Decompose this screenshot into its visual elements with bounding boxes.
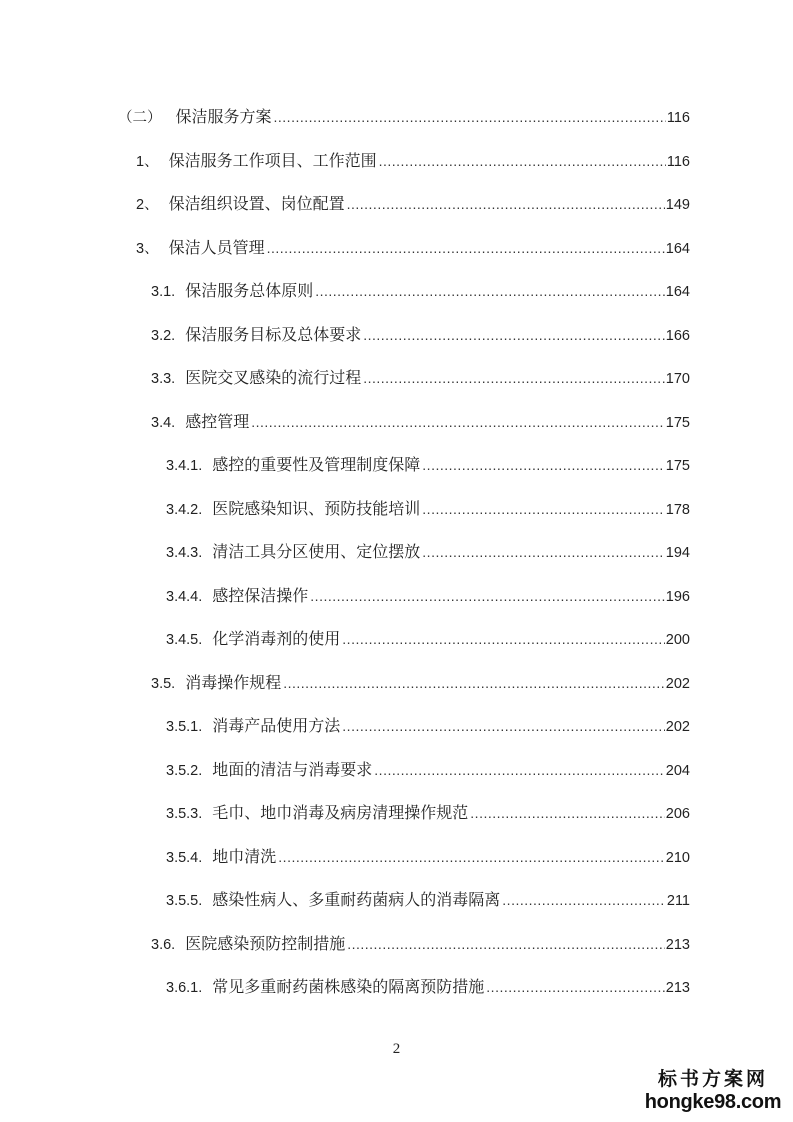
toc-page: 196: [665, 589, 690, 605]
toc-entry[interactable]: [166, 497, 690, 521]
toc-entry[interactable]: [151, 279, 690, 303]
toc-title: 保洁服务工作项目、工作范围: [168, 151, 377, 170]
toc-page: 213: [665, 980, 690, 996]
toc-entry[interactable]: [166, 714, 690, 738]
toc-title: 清洁工具分区使用、定位摆放: [212, 542, 421, 561]
toc-title: 感控保洁操作: [212, 586, 309, 605]
toc-page: 194: [665, 545, 690, 561]
toc-leader: [363, 366, 665, 390]
toc-title: 消毒操作规程: [185, 673, 282, 692]
toc-entry[interactable]: [151, 323, 690, 347]
toc-leader: [486, 975, 665, 999]
toc-title: 医院感染知识、预防技能培训: [212, 499, 421, 518]
toc-entry[interactable]: [118, 105, 690, 129]
toc-number: 3.6.: [151, 937, 176, 953]
toc-page: 164: [665, 241, 690, 257]
toc-page: 178: [665, 502, 690, 518]
toc-number: 3.4.4.: [166, 589, 203, 605]
toc-entry[interactable]: [166, 627, 690, 651]
toc-title: 保洁人员管理: [168, 238, 265, 257]
toc-page: 164: [665, 284, 690, 300]
toc-leader: [502, 888, 666, 912]
toc-number: 3、: [136, 241, 159, 257]
toc-number: 3.3.: [151, 371, 176, 387]
toc-entry[interactable]: [166, 888, 690, 912]
toc-leader: [267, 236, 665, 260]
toc-entry[interactable]: [136, 149, 690, 173]
toc-title: 化学消毒剂的使用: [212, 629, 341, 648]
page-number: 2: [392, 1041, 401, 1057]
toc-page: 211: [666, 893, 690, 909]
toc-leader: [347, 932, 665, 956]
toc-entry[interactable]: [166, 584, 690, 608]
toc-entry[interactable]: [136, 192, 690, 216]
toc-number: （二）: [118, 110, 162, 126]
toc-title: 保洁服务总体原则: [185, 281, 314, 300]
toc-leader: [422, 453, 665, 477]
toc-leader: [347, 192, 665, 216]
toc-number: 3.5.: [151, 676, 176, 692]
toc-number: 3.4.1.: [166, 458, 203, 474]
toc-page: 202: [665, 676, 690, 692]
toc-entry[interactable]: [151, 410, 690, 434]
toc-title: 感控的重要性及管理制度保障: [212, 455, 421, 474]
toc-page: 206: [665, 806, 690, 822]
toc-leader: [422, 497, 665, 521]
toc-number: 3.4.5.: [166, 632, 203, 648]
toc-title: 感控管理: [185, 412, 250, 431]
toc-entry[interactable]: [166, 540, 690, 564]
toc-title: 消毒产品使用方法: [212, 716, 341, 735]
toc-title: 地巾清洗: [212, 847, 277, 866]
toc-leader: [283, 671, 665, 695]
toc-leader: [363, 323, 665, 347]
toc-entry[interactable]: [166, 975, 690, 999]
toc-title: 医院交叉感染的流行过程: [185, 368, 362, 387]
toc-title: 医院感染预防控制措施: [185, 934, 346, 953]
watermark-title: 标书方案网: [657, 1068, 768, 1090]
toc-entry[interactable]: [166, 758, 690, 782]
toc-page: 149: [665, 197, 690, 213]
toc-title: 感染性病人、多重耐药菌病人的消毒隔离: [212, 890, 501, 909]
toc-page: 175: [665, 458, 690, 474]
toc-number: 3.5.5.: [166, 893, 203, 909]
toc-entry[interactable]: [166, 845, 690, 869]
toc-number: 2、: [136, 197, 159, 213]
toc-page: 170: [665, 371, 690, 387]
toc-number: 3.5.2.: [166, 763, 203, 779]
toc-leader: [251, 410, 665, 434]
toc-title: 常见多重耐药菌株感染的隔离预防措施: [212, 977, 485, 996]
toc-page: 210: [665, 850, 690, 866]
toc-leader: [274, 105, 666, 129]
toc-number: 1、: [136, 154, 159, 170]
toc-entry[interactable]: [166, 453, 690, 477]
toc-number: 3.6.1.: [166, 980, 203, 996]
toc-number: 3.4.3.: [166, 545, 203, 561]
watermark-url: hongke98.com: [644, 1091, 782, 1113]
toc-entry[interactable]: [136, 236, 690, 260]
toc-page: 202: [665, 719, 690, 735]
toc-title: 保洁服务方案: [175, 107, 272, 126]
toc-leader: [374, 758, 665, 782]
toc-entry[interactable]: [151, 366, 690, 390]
toc-leader: [315, 279, 665, 303]
toc-number: 3.5.4.: [166, 850, 203, 866]
toc-leader: [342, 627, 665, 651]
toc-number: 3.4.2.: [166, 502, 203, 518]
watermark-logo: [643, 1068, 783, 1114]
toc-leader: [310, 584, 665, 608]
toc-page: 213: [665, 937, 690, 953]
toc-page: 166: [665, 328, 690, 344]
toc-leader: [342, 714, 665, 738]
toc-entry[interactable]: [151, 932, 690, 956]
toc-title: 毛巾、地巾消毒及病房清理操作规范: [212, 803, 469, 822]
toc-number: 3.2.: [151, 328, 176, 344]
toc-title: 保洁服务目标及总体要求: [185, 325, 362, 344]
toc-leader: [422, 540, 665, 564]
toc-number: 3.4.: [151, 415, 176, 431]
toc-entry[interactable]: [151, 671, 690, 695]
toc-page: 204: [665, 763, 690, 779]
toc-leader: [278, 845, 665, 869]
toc-number: 3.5.3.: [166, 806, 203, 822]
toc-title: 保洁组织设置、岗位配置: [168, 194, 345, 213]
toc-leader: [379, 149, 666, 173]
toc-entry[interactable]: [166, 801, 690, 825]
toc-page: 175: [665, 415, 690, 431]
toc-number: 3.1.: [151, 284, 176, 300]
toc-page: 116: [666, 154, 690, 170]
toc-page: 116: [666, 110, 690, 126]
toc-page: 200: [665, 632, 690, 648]
toc-title: 地面的清洁与消毒要求: [212, 760, 373, 779]
toc-leader: [470, 801, 665, 825]
toc-number: 3.5.1.: [166, 719, 203, 735]
